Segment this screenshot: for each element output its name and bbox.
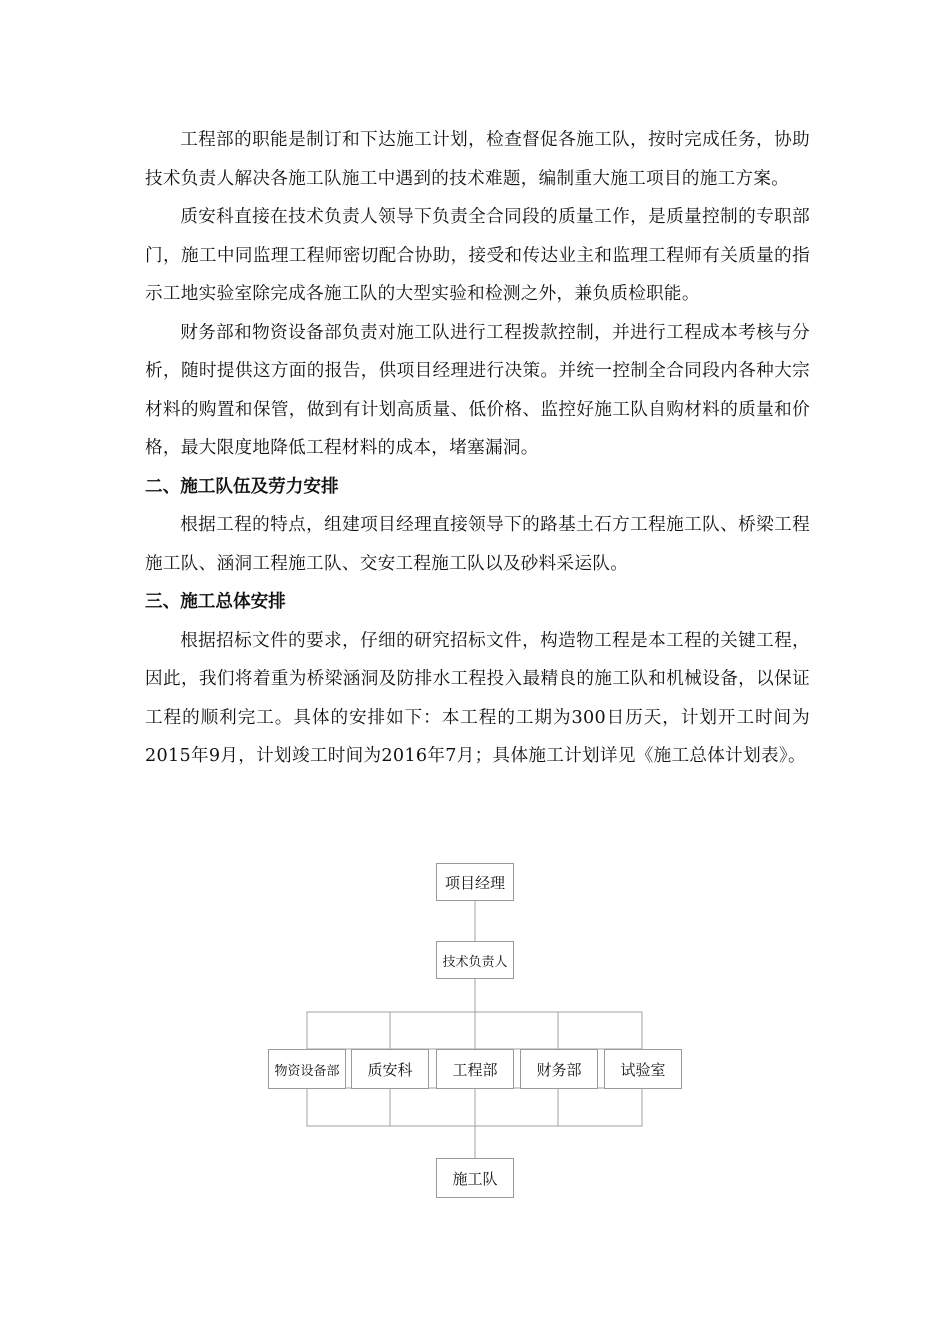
paragraph-construction-teams: 根据工程的特点，组建项目经理直接领导下的路基土石方工程施工队、桥梁工程施工队、涵洞工程施工队、交安工程施工队以及砂料采运队。 (145, 515, 810, 574)
node-laboratory: 试验室 (604, 1049, 682, 1089)
paragraph-schedule: 根据招标文件的要求，仔细的研究招标文件，构造物工程是本工程的关键工程，因此，我们将着重为桥梁涵洞及防排水工程投入最精良的施工队和机械设备，以保证工程的顺利完工。具体的安排如下：本工程的工期为300日历天，计划开工时间为2015年9月，计划竣工时间为2016年7月；具体施工计划详见《施工总体计划表》。 (145, 630, 810, 766)
paragraph-quality-safety: 质安科直接在技术负责人领导下负责全合同段的质量工作，是质量控制的专职部门，施工中同监理工程师密切配合协助，接受和传达业主和监理工程师有关质量的指示工地实验室除完成各施工队的大型实验和检测之外，兼负质检职能。 (145, 207, 810, 304)
node-materials-equipment-dept: 物资设备部 (268, 1049, 346, 1089)
node-finance-dept: 财务部 (520, 1049, 598, 1089)
heading-labor-arrangement: 二、施工队伍及劳力安排 (145, 476, 339, 497)
paragraph-finance-materials: 财务部和物资设备部负责对施工队进行工程拨款控制，并进行工程成本考核与分析，随时提供这方面的报告，供项目经理进行决策。并统一控制全合同段内各种大宗材料的购置和保管，做到有计划高质量、低价格、监控好施工队自购材料的质量和价格，最大限度地降低工程材料的成本，堵塞漏洞。 (145, 322, 810, 458)
heading-overall-arrangement: 三、施工总体安排 (145, 592, 286, 612)
paragraph-engineering-dept: 工程部的职能是制订和下达施工计划，检查督促各施工队，按时完成任务，协助技术负责人解决各施工队施工中遇到的技术难题，编制重大施工项目的施工方案。 (145, 130, 810, 189)
node-quality-safety-dept: 质安科 (351, 1049, 429, 1089)
node-technical-lead: 技术负责人 (436, 941, 514, 979)
node-construction-team: 施工队 (436, 1158, 514, 1198)
node-project-manager: 项目经理 (436, 863, 514, 901)
node-engineering-dept: 工程部 (436, 1049, 514, 1089)
